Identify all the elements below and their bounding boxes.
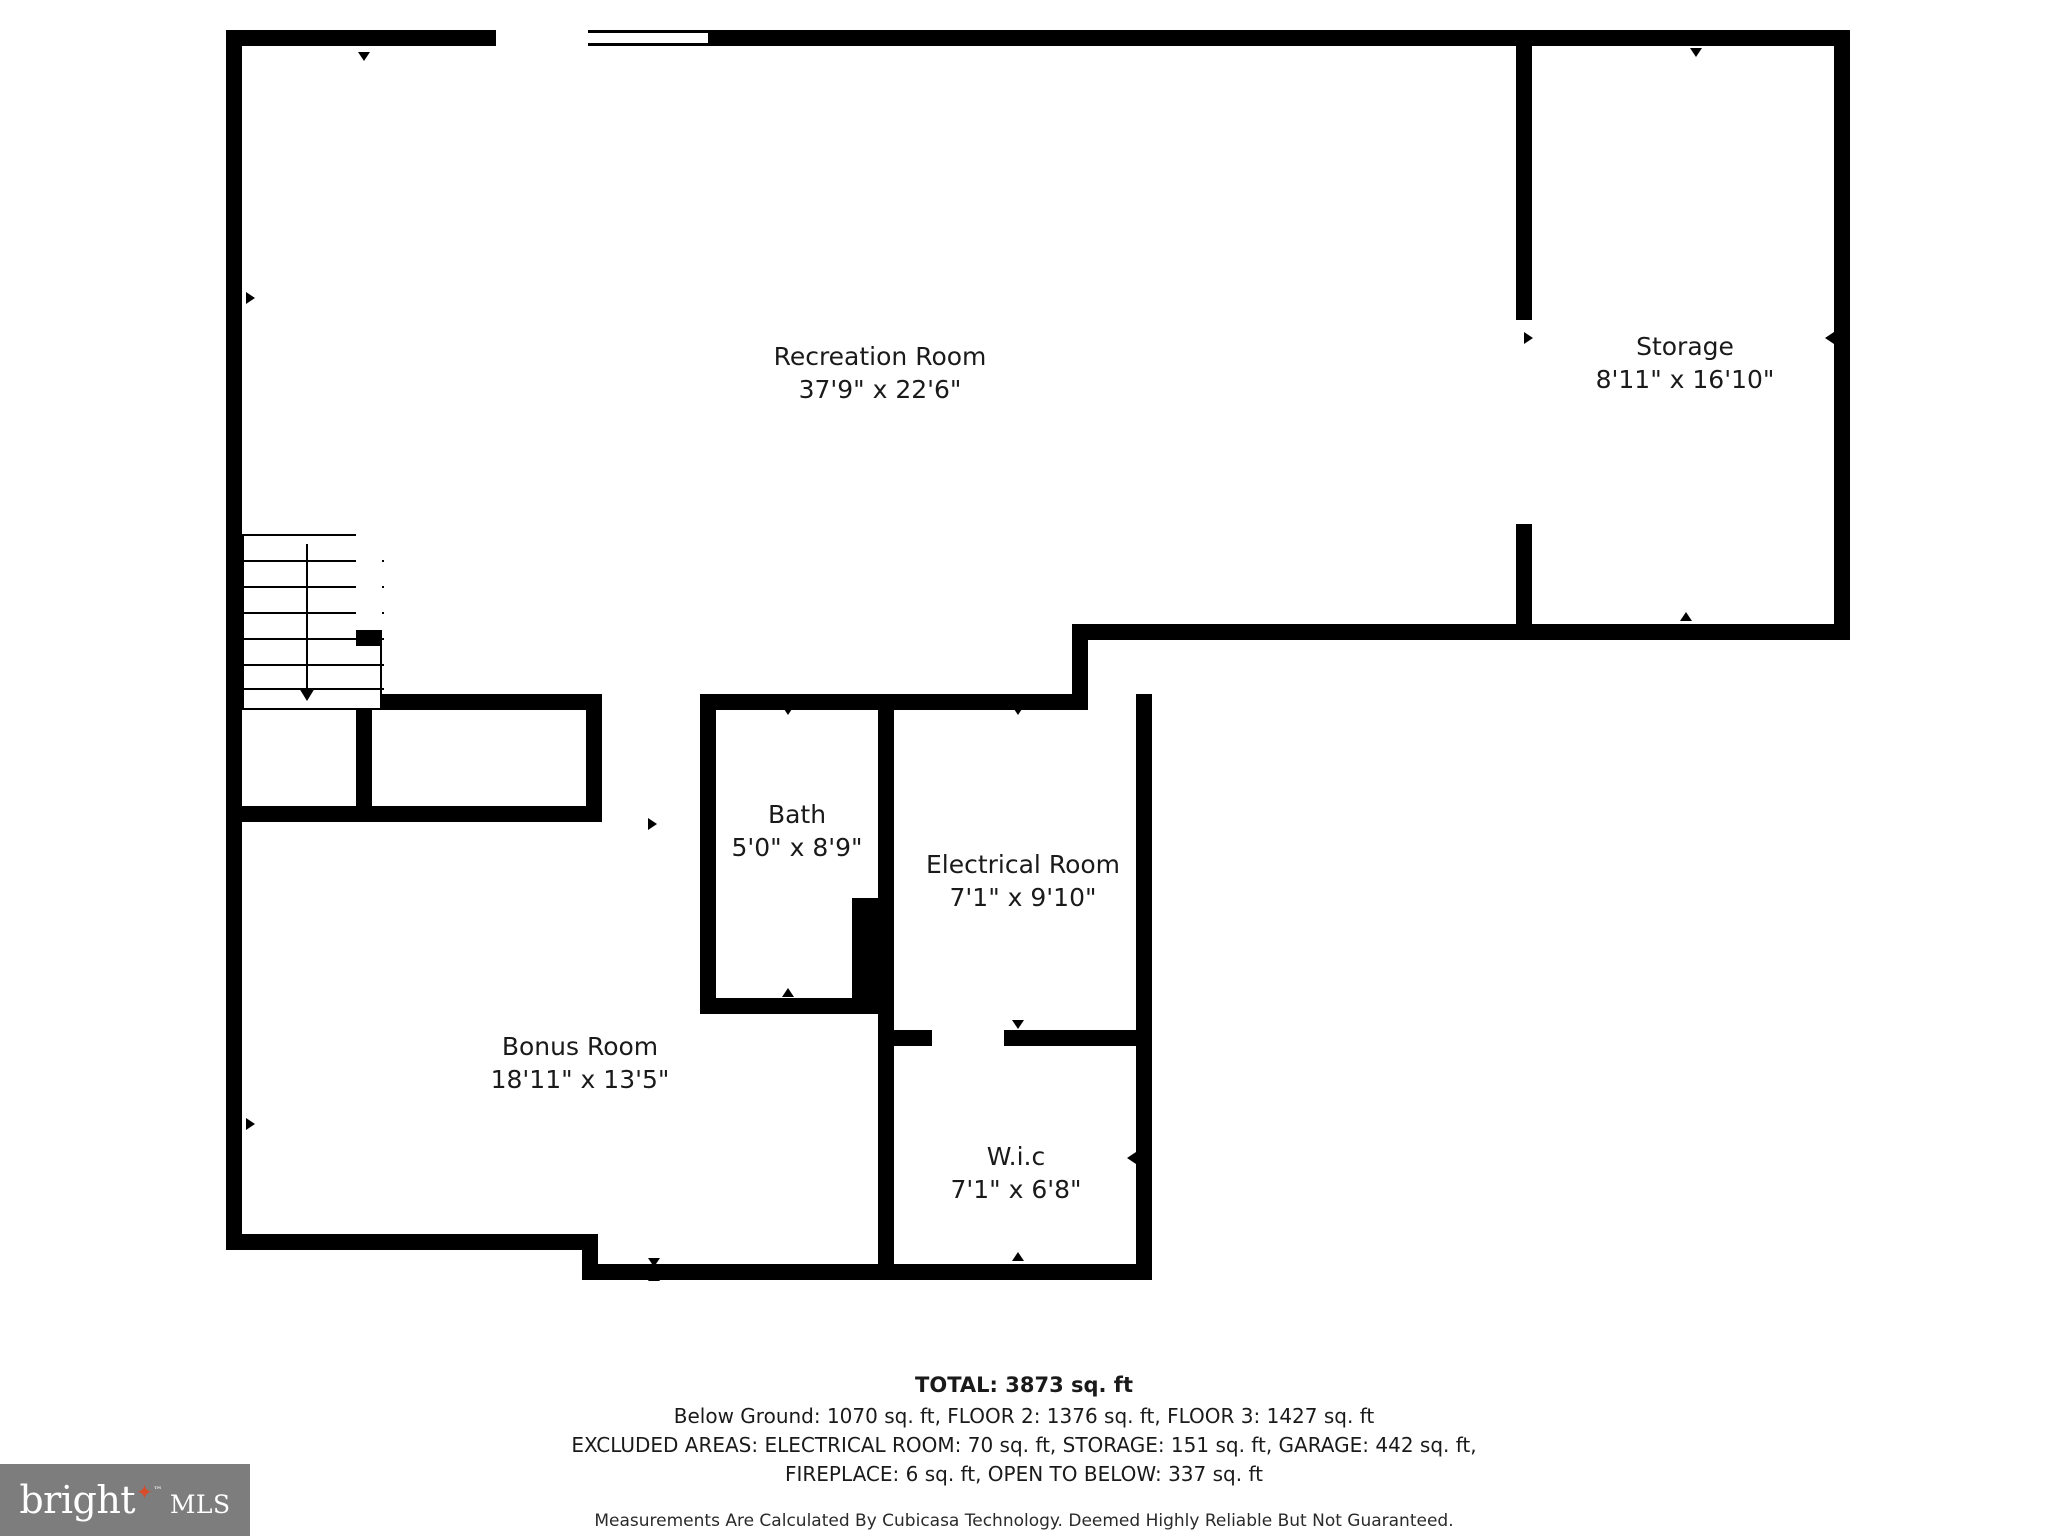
brightmls-logo xyxy=(0,1464,250,1536)
wall-storage-bottom xyxy=(1072,624,1850,640)
room-label-bonus-room xyxy=(400,1030,760,1096)
tick-rec-left-lower xyxy=(246,1118,255,1130)
logo-mls: MLS xyxy=(169,1490,231,1519)
tick-storage-bottom xyxy=(1680,612,1692,621)
wall-rec-bottom-left xyxy=(226,806,596,822)
wall-step-vertical xyxy=(1072,624,1088,700)
room-dims: 37'9" x 22'6" xyxy=(798,375,962,404)
room-label-wic xyxy=(836,1140,1196,1206)
stairs-direction-arrowhead xyxy=(299,688,315,701)
wall-wic-bottom xyxy=(586,1264,1152,1280)
total-area: TOTAL: 3873 sq. ft xyxy=(915,1373,1133,1397)
door-gap-electrical xyxy=(932,1030,1004,1046)
tick-bath-bottom xyxy=(782,988,794,997)
window-top xyxy=(588,30,708,46)
room-name: Bonus Room xyxy=(501,1032,659,1061)
tick-wic-bottom xyxy=(1012,1252,1024,1261)
wall-bonus-right xyxy=(878,1014,894,1106)
trademark-symbol: ™ xyxy=(153,1486,162,1496)
logo-brand-name: bright xyxy=(19,1478,136,1522)
tick-storage-top xyxy=(1690,48,1702,57)
tick-bonus-bottom xyxy=(648,1272,660,1281)
tick-electrical-top xyxy=(1012,706,1024,715)
room-name: Storage xyxy=(1636,332,1734,361)
room-name: Electrical Room xyxy=(925,850,1121,879)
wall-top-left xyxy=(226,30,496,46)
room-name: W.i.c xyxy=(986,1142,1046,1171)
excluded-areas-line-2: FIREPLACE: 6 sq. ft, OPEN TO BELOW: 337 sq. ft xyxy=(785,1461,1263,1486)
room-label-storage xyxy=(1505,330,1865,396)
logo-text xyxy=(19,1478,230,1522)
wall-bonus-step-vertical xyxy=(582,1234,598,1280)
room-label-electrical-room xyxy=(843,848,1203,914)
room-dims: 8'11" x 16'10" xyxy=(1595,365,1775,394)
room-dims: 7'1" x 6'8" xyxy=(950,1175,1082,1204)
room-dims: 18'11" x 13'5" xyxy=(490,1065,670,1094)
stairs-direction-arrow xyxy=(306,544,308,694)
wall-service-top xyxy=(700,694,1088,710)
tick-wic-left xyxy=(884,1118,893,1130)
measurement-disclaimer: Measurements Are Calculated By Cubicasa Technology. Deemed Highly Reliable But Not Guaranteed. xyxy=(594,1510,1454,1531)
room-dims: 7'1" x 9'10" xyxy=(949,883,1097,912)
room-dims: 5'0" x 8'9" xyxy=(731,833,863,862)
tick-rec-top xyxy=(358,52,370,61)
wall-bonus-bottom xyxy=(226,1234,598,1250)
tick-bath-top xyxy=(782,706,794,715)
wall-left-outer xyxy=(226,30,242,1250)
wall-corridor-bottom xyxy=(586,694,602,822)
wall-corridor-top xyxy=(372,694,596,710)
area-summary xyxy=(0,1370,2048,1531)
spark-icon: ✦ xyxy=(136,1480,153,1504)
wall-storage-left-lower xyxy=(1516,524,1532,640)
room-name: Bath xyxy=(767,800,827,829)
excluded-areas-line-1: EXCLUDED AREAS: ELECTRICAL ROOM: 70 sq. ft, STORAGE: 151 sq. ft, GARAGE: 442 sq. ft, xyxy=(571,1432,1477,1457)
wall-storage-left-upper xyxy=(1516,30,1532,320)
wall-top-right xyxy=(708,30,1850,46)
floor-breakdown: Below Ground: 1070 sq. ft, FLOOR 2: 1376 sq. ft, FLOOR 3: 1427 sq. ft xyxy=(673,1403,1375,1428)
tick-wic-top xyxy=(1012,1020,1024,1029)
tick-rec-left xyxy=(246,292,255,304)
room-name: Recreation Room xyxy=(773,342,987,371)
wall-bath-bottom xyxy=(700,998,894,1014)
wall-stair-landing xyxy=(356,630,382,646)
tick-bonus-bottom-jog xyxy=(648,1258,660,1267)
stair-landing-gap xyxy=(356,534,382,630)
room-label-recreation-room xyxy=(700,340,1060,406)
